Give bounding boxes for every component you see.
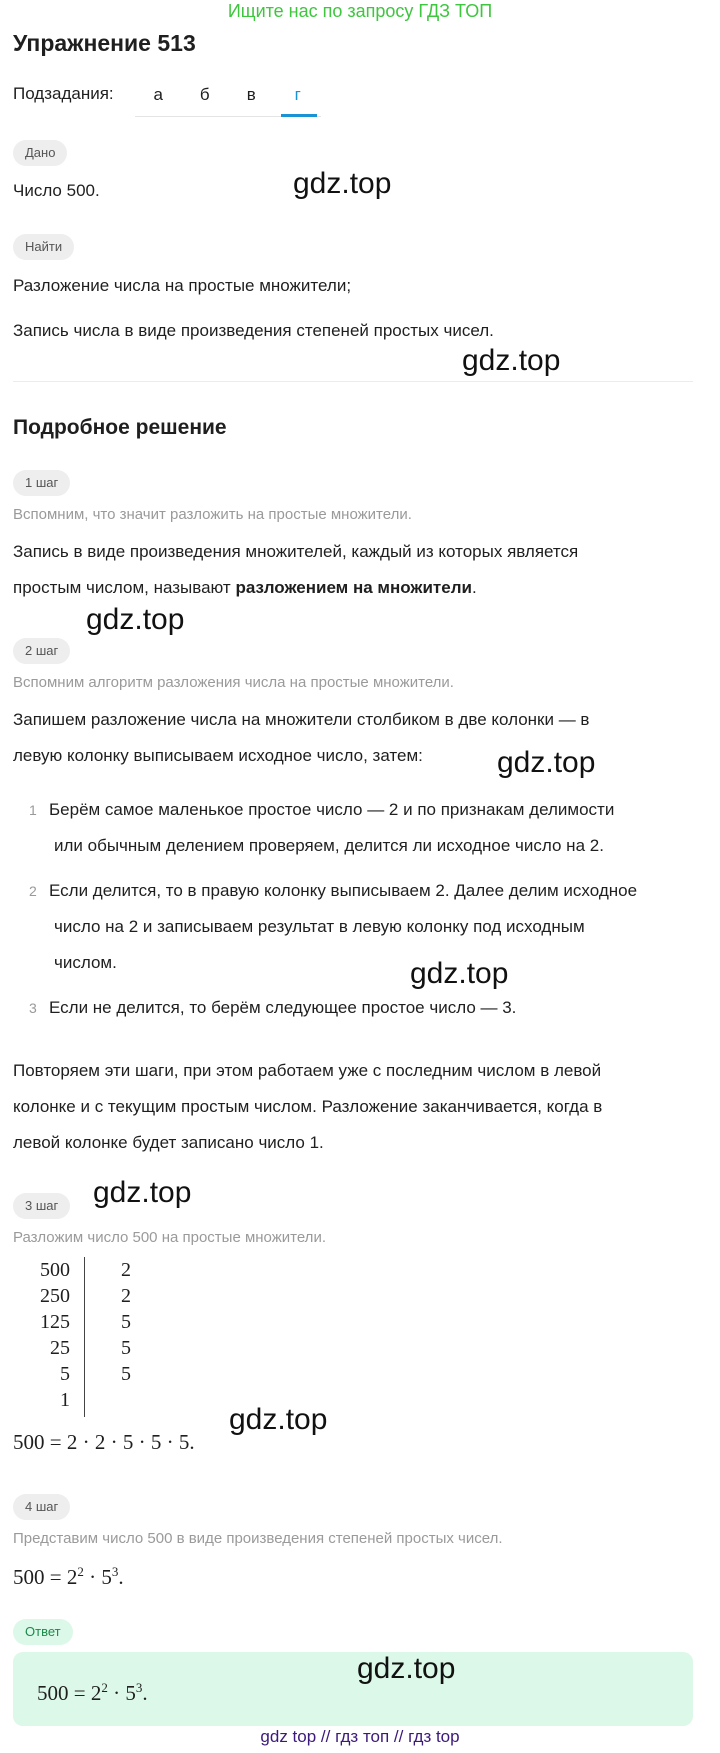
tab-v[interactable]: в [246,85,256,104]
right-column-value: 5 [121,1337,131,1359]
left-column-value: 500 [40,1259,70,1281]
given-badge: Дано [13,140,67,166]
step2-para-line-2: колонке и с текущим простым числом. Разложение заканчивается, когда в [13,1097,603,1116]
left-column-value: 1 [60,1389,70,1411]
find-line-1: Разложение числа на простые множители; [13,276,352,295]
answer-result [37,1680,148,1706]
list-item-2-line-2: число на 2 и записываем результат в левую колонку под исходным [54,917,585,936]
answer-badge: Ответ [13,1619,73,1645]
step3-result: 500 = 2 · 2 · 5 · 5 · 5. [13,1430,195,1454]
list-number: 1 [29,802,37,818]
tab-a[interactable]: а [153,85,163,104]
list-item-1-line-1: Берём самое маленькое простое число — 2 и по признакам делимости [49,800,615,819]
step1-term: разложением на множители [235,578,472,597]
step2-para-line-1: Повторяем эти шаги, при этом работаем уже с последним числом в левой [13,1061,602,1080]
promo-banner: Ищите нас по запросу ГДЗ ТОП [227,1,493,21]
column-divider [84,1257,85,1417]
step4-result-mid: · 5 [83,1565,112,1589]
step4-hint: Представим число 500 в виде произведения степеней простых чисел. [13,1530,503,1547]
find-line-2: Запись числа в виде произведения степеней простых чисел. [13,321,494,340]
step3-badge: 3 шаг [13,1193,70,1219]
left-column-value: 5 [60,1363,70,1385]
solution-title: Подробное решение [13,416,227,439]
step4-result-end: . [118,1565,124,1589]
step2-badge: 2 шаг [13,638,70,664]
footer-links[interactable]: gdz top // гдз топ // гдз top [260,1727,460,1746]
find-badge: Найти [13,234,74,260]
subtasks-label: Подзадания: [13,84,114,103]
step1-hint: Вспомним, что значит разложить на простые множители. [13,506,412,523]
list-item-3-line-1: Если не делится, то берём следующее простое число — 3. [49,998,517,1017]
right-column-value: 2 [121,1285,131,1307]
step4-result-base: 500 = 2 [13,1565,78,1589]
step3-hint: Разложим число 500 на простые множители. [13,1229,326,1246]
tab-g[interactable]: г [275,74,322,116]
right-column-value: 2 [121,1259,131,1281]
exponent: 2 [101,1680,108,1695]
watermark: gdz.top [357,1652,456,1685]
step1-line-2-end: . [471,578,477,597]
list-number: 3 [29,1000,37,1016]
step4-badge: 4 шаг [13,1494,70,1520]
step4-result [13,1564,124,1590]
watermark: gdz.top [410,957,509,990]
left-column-value: 250 [40,1285,70,1307]
watermark: gdz.top [497,746,596,779]
left-column-value: 25 [50,1337,70,1359]
given-text: Число 500. [13,181,100,200]
watermark: gdz.top [293,167,392,200]
section-divider [13,381,693,382]
page-title: Упражнение 513 [13,30,196,56]
step2-line-1: Запишем разложение числа на множители столбиком в две колонки — в [13,710,590,729]
exponent: 2 [77,1564,84,1579]
tab-b[interactable]: б [199,85,210,104]
watermark: gdz.top [86,603,185,636]
list-item-2-line-3: числом. [54,953,117,972]
watermark: gdz.top [93,1176,192,1209]
right-column-value: 5 [121,1311,131,1333]
answer-base: 500 = 2 [37,1681,102,1705]
step1-line-2 [13,576,477,600]
answer-mid: · 5 [107,1681,136,1705]
left-column-value: 125 [40,1311,70,1333]
step1-line-1: Запись в виде произведения множителей, каждый из которых является [13,542,579,561]
subtask-tabs [135,74,321,117]
step2-line-2: левую колонку выписываем исходное число, затем: [13,746,423,765]
list-number: 2 [29,883,37,899]
step2-para-line-3: левой колонке будет записано число 1. [13,1133,324,1152]
list-item-1-line-2: или обычным делением проверяем, делится ли исходное число на 2. [54,836,604,855]
right-column-value: 5 [121,1363,131,1385]
watermark: gdz.top [229,1403,328,1436]
list-item-2-line-1: Если делится, то в правую колонку выписываем 2. Далее делим исходное [49,881,638,900]
step1-badge: 1 шаг [13,470,70,496]
exponent: 3 [111,1564,119,1579]
step2-hint: Вспомним алгоритм разложения числа на простые множители. [13,674,454,691]
watermark: gdz.top [462,344,561,377]
exponent: 3 [135,1680,143,1695]
step1-line-2-text: простым числом, называют [13,578,236,597]
answer-end: . [142,1681,148,1705]
